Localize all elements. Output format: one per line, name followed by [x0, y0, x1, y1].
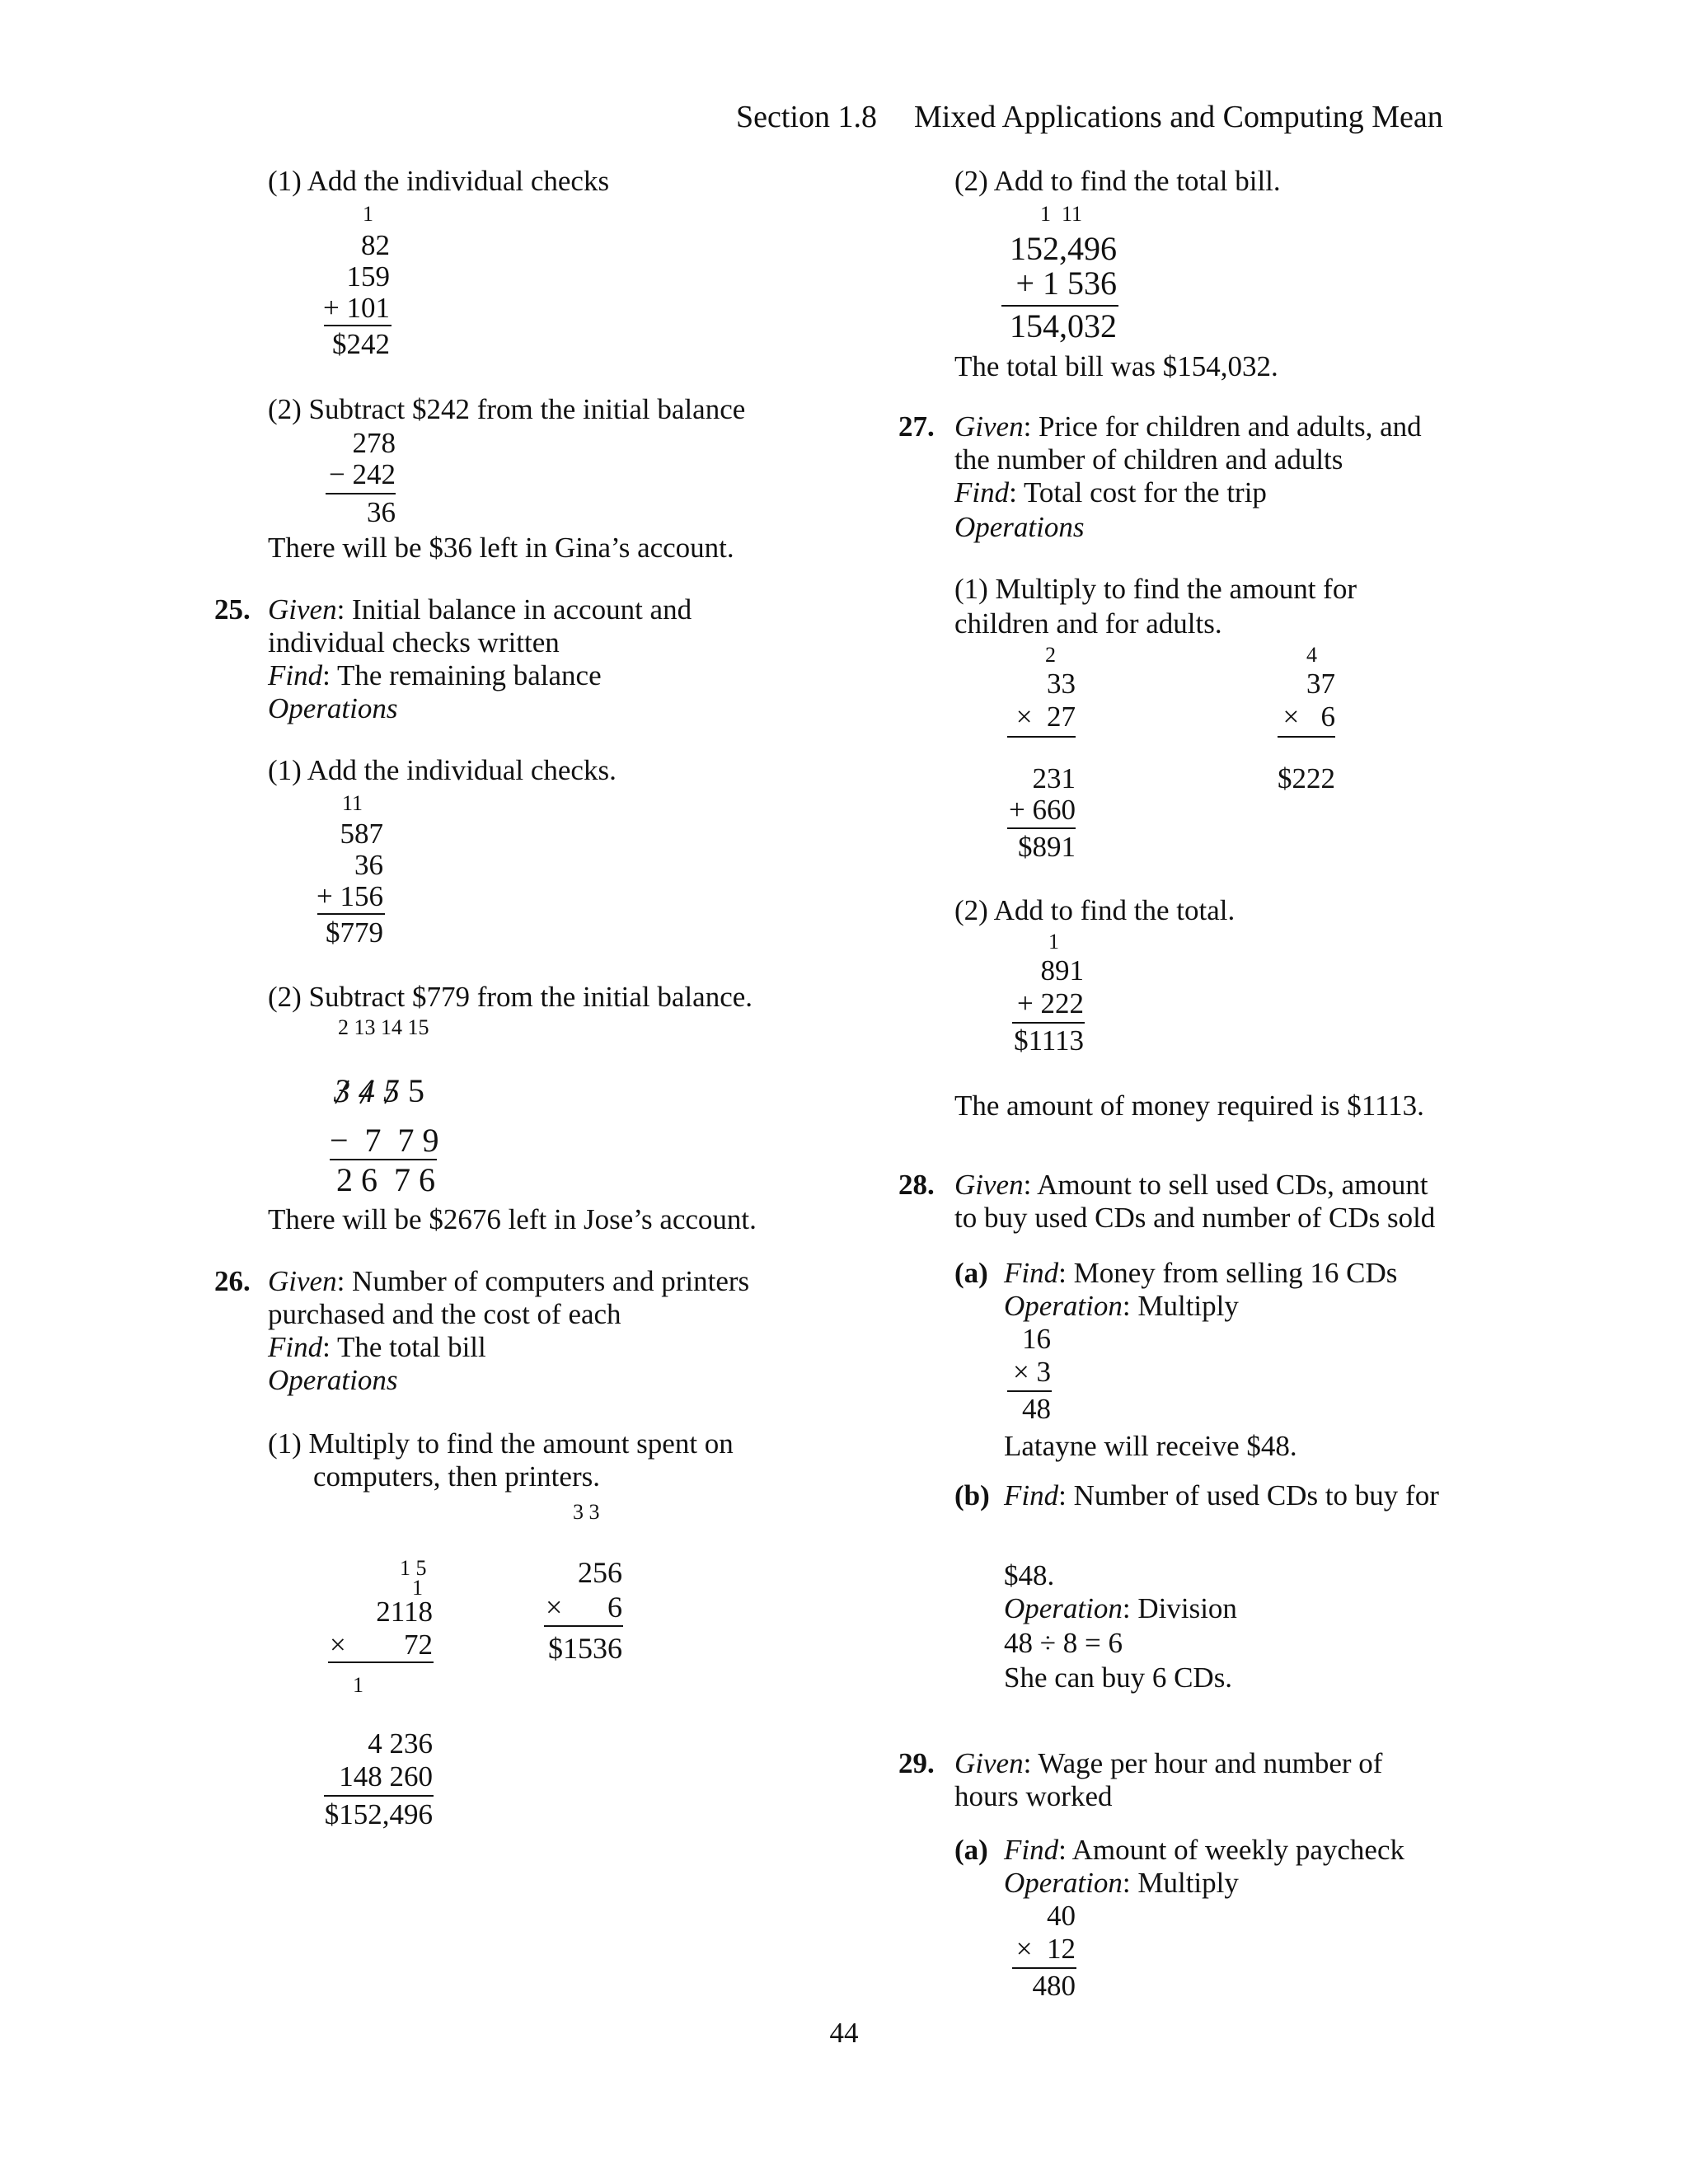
p25-conclusion: There will be $2676 left in Jose’s account.	[268, 1203, 757, 1235]
p25-borrow: 2 13 14 15	[338, 1015, 429, 1039]
p26-partial-2: 148 260	[339, 1760, 433, 1793]
p27-children-count: × 27	[1015, 701, 1076, 733]
operation-label: Operation	[1004, 1867, 1123, 1899]
p27-partial-1: 231	[1032, 762, 1076, 794]
p24-difference: 36	[367, 496, 396, 528]
p27-carry-2: 4	[1306, 643, 1317, 667]
p26-conclusion: The total bill was $154,032.	[954, 350, 1278, 382]
p28-a-multiplier: × 3	[1013, 1356, 1051, 1388]
given-label: Given	[954, 1747, 1024, 1779]
find-label: Find	[954, 476, 1010, 509]
p28-number: 28.	[898, 1169, 935, 1201]
p26-carry-b: 3 3	[573, 1500, 600, 1524]
given-label: Given	[954, 410, 1024, 443]
p27-find: : Total cost for the trip	[1009, 476, 1267, 509]
p26-find: : The total bill	[322, 1331, 486, 1363]
p26-step1b: computers, then printers.	[313, 1460, 600, 1493]
p25-carry: 11	[342, 791, 363, 815]
minuend-digit: 5	[408, 1072, 424, 1109]
p26-times-sign: ×	[330, 1629, 346, 1661]
find-label: Find	[1004, 1834, 1059, 1866]
crossed-digit: 5	[383, 1072, 400, 1109]
p29-given: : Wage per hour and number of	[1023, 1747, 1383, 1779]
p29-number: 29.	[898, 1747, 935, 1779]
p28-a-rule	[1007, 1390, 1052, 1392]
p29-given-2: hours worked	[954, 1780, 1113, 1812]
p28-b-find-line	[1004, 1479, 1439, 1512]
p27-adult-rule	[1278, 736, 1335, 738]
p27-sum-addend-2: + 222	[1017, 987, 1084, 1019]
p29-a-op-line	[1004, 1867, 1239, 1900]
p26-total-rule	[1001, 305, 1118, 307]
p27-carry-1: 2	[1045, 643, 1056, 667]
operation-label: Operation	[1004, 1290, 1123, 1322]
p28-b-label: (b)	[954, 1479, 990, 1511]
p27-adult-price: 37	[1306, 668, 1335, 700]
p25-given: : Initial balance in account and	[336, 593, 692, 626]
p26-printer-product: $1536	[548, 1632, 622, 1665]
p27-carry-3: 1	[1048, 930, 1059, 954]
find-label: Find	[268, 1331, 323, 1363]
p27-step1: (1) Multiply to find the amount for	[954, 573, 1357, 605]
p26-product-rule	[328, 1661, 434, 1663]
p27-operations: Operations	[954, 511, 1085, 543]
p27-children-total: $891	[1018, 831, 1076, 863]
p26-printer-rule	[544, 1625, 623, 1627]
p25-diff-rule	[330, 1159, 437, 1160]
p24-step1: (1) Add the individual checks	[268, 165, 610, 197]
p25-crossed-minuend	[334, 1073, 424, 1109]
given-label: Given	[268, 1265, 337, 1297]
p27-given-2: the number of children and adults	[954, 443, 1343, 476]
p25-find-line	[268, 659, 602, 692]
p26-carry-a3: 1	[353, 1673, 363, 1697]
p26-partials-rule	[324, 1795, 434, 1797]
p29-a-op: : Multiply	[1122, 1867, 1239, 1899]
p24-sum: $242	[332, 328, 390, 360]
p28-b-find: : Number of used CDs to buy for	[1058, 1479, 1439, 1511]
p27-adult-total: $222	[1278, 762, 1335, 794]
p24-subtrahend: − 242	[329, 458, 396, 490]
p25-addend-2: 36	[354, 849, 383, 881]
p25-given-line	[268, 593, 692, 626]
p27-children-price: 33	[1047, 668, 1076, 700]
p27-find-line	[954, 476, 1267, 509]
p29-a-find-line	[1004, 1834, 1404, 1867]
p27-partial-2: + 660	[1009, 794, 1076, 826]
p24-diff-rule	[326, 493, 396, 494]
p26-total: 154,032	[1010, 307, 1117, 344]
p28-given: : Amount to sell used CDs, amount	[1023, 1169, 1428, 1201]
p27-children-rule	[1007, 736, 1076, 738]
find-label: Find	[1004, 1257, 1059, 1289]
p28-given-2: to buy used CDs and number of CDs sold	[954, 1202, 1436, 1234]
p26-addend-1: 152,496	[1010, 230, 1117, 267]
p25-difference: 2 6 7 6	[336, 1161, 435, 1198]
p27-sum: $1113	[1014, 1024, 1084, 1057]
p26-multiplier: 72	[404, 1629, 433, 1661]
p27-given: : Price for children and adults, and	[1023, 410, 1422, 443]
p29-a-multiplicand: 40	[1047, 1900, 1076, 1932]
p26-carry-a2: 1	[412, 1576, 423, 1600]
p24-minuend: 278	[352, 427, 396, 459]
given-label: Given	[268, 593, 337, 626]
p29-a-multiplier: × 12	[1015, 1933, 1076, 1965]
section-number: Section 1.8	[736, 100, 877, 134]
p26-printer-times: ×	[546, 1591, 563, 1624]
given-label: Given	[954, 1169, 1024, 1201]
p28-a-product: 48	[1022, 1393, 1051, 1425]
p28-a-find: : Money from selling 16 CDs	[1058, 1257, 1398, 1289]
p26-printer-cost: 256	[578, 1556, 622, 1589]
p24-addend-1: 82	[361, 229, 390, 261]
p29-a-rule	[1012, 1967, 1076, 1969]
p24-conclusion: There will be $36 left in Gina’s account.	[268, 532, 734, 564]
p29-a-find: : Amount of weekly paycheck	[1058, 1834, 1404, 1866]
p25-operations: Operations	[268, 692, 398, 724]
p28-b-calc: 48 ÷ 8 = 6	[1004, 1627, 1123, 1659]
p28-a-label: (a)	[954, 1257, 988, 1289]
section-title: Mixed Applications and Computing Mean	[914, 100, 1443, 134]
p26-number: 26.	[214, 1265, 251, 1297]
p25-given-2: individual checks written	[268, 626, 560, 658]
find-label: Find	[268, 659, 323, 691]
p26-add-carry: 1 11	[1040, 202, 1083, 226]
p26-find-line	[268, 1331, 486, 1364]
crossed-digit: 4	[359, 1072, 375, 1109]
p28-b-conclusion: She can buy 6 CDs.	[1004, 1661, 1233, 1694]
p24-addend-2: 159	[346, 260, 390, 293]
p28-b-op: : Division	[1122, 1592, 1237, 1624]
find-label: Find	[1004, 1479, 1059, 1511]
p27-step1b: children and for adults.	[954, 607, 1222, 640]
p24-step2: (2) Subtract $242 from the initial balance	[268, 393, 746, 425]
p26-partial-1: 4 236	[368, 1727, 433, 1760]
p27-number: 27.	[898, 410, 935, 443]
p26-given: : Number of computers and printers	[336, 1265, 750, 1297]
p24-carry: 1	[363, 202, 373, 226]
p25-sum-rule	[317, 913, 385, 915]
p29-a-product: 480	[1032, 1970, 1076, 2002]
p28-b-find-2: $48.	[1004, 1559, 1055, 1591]
p27-sum-rule	[1012, 1022, 1085, 1024]
p24-addend-3: + 101	[323, 292, 390, 324]
p27-sum-addend-1: 891	[1040, 954, 1084, 987]
p28-a-find-line	[1004, 1257, 1397, 1290]
p26-multiplicand: 2118	[376, 1596, 433, 1628]
p26-given-2: purchased and the cost of each	[268, 1298, 621, 1330]
p28-a-multiplicand: 16	[1022, 1323, 1051, 1355]
crossed-digit: 3	[334, 1072, 350, 1109]
p25-sum: $779	[326, 916, 383, 949]
p28-b-op-line	[1004, 1592, 1237, 1625]
p26-given-line	[268, 1265, 749, 1298]
p24-sum-rule	[324, 325, 392, 326]
p27-step2: (2) Add to find the total.	[954, 894, 1236, 926]
p26-operations: Operations	[268, 1364, 398, 1396]
p26-printer-count: 6	[607, 1591, 622, 1624]
p29-a-label: (a)	[954, 1834, 988, 1866]
p29-given-line	[954, 1747, 1382, 1780]
p27-partials-rule	[1007, 827, 1076, 829]
p26-product: $152,496	[324, 1798, 433, 1830]
p25-find: : The remaining balance	[322, 659, 602, 691]
p26-step1: (1) Multiply to find the amount spent on	[268, 1427, 734, 1460]
page-number: 44	[829, 2017, 859, 2049]
p25-number: 25.	[214, 593, 251, 626]
p25-addend-3: + 156	[316, 880, 383, 912]
p25-addend-1: 587	[340, 818, 383, 850]
p26-carry-a1: 1 5	[400, 1556, 427, 1580]
p25-step1: (1) Add the individual checks.	[268, 754, 617, 786]
p26-step2: (2) Add to find the total bill.	[954, 165, 1281, 197]
p27-given-line	[954, 410, 1422, 443]
p28-a-conclusion: Latayne will receive $48.	[1004, 1430, 1297, 1462]
operation-label: Operation	[1004, 1592, 1123, 1624]
p28-a-op: : Multiply	[1122, 1290, 1239, 1322]
p25-subtrahend: − 7 7 9	[330, 1122, 439, 1159]
p28-a-op-line	[1004, 1290, 1239, 1323]
p27-adult-count: × 6	[1282, 701, 1335, 733]
p28-given-line	[954, 1169, 1428, 1202]
p26-addend-2: + 1 536	[1015, 265, 1117, 302]
p25-step2: (2) Subtract $779 from the initial balance.	[268, 981, 753, 1013]
p27-conclusion: The amount of money required is $1113.	[954, 1090, 1424, 1122]
